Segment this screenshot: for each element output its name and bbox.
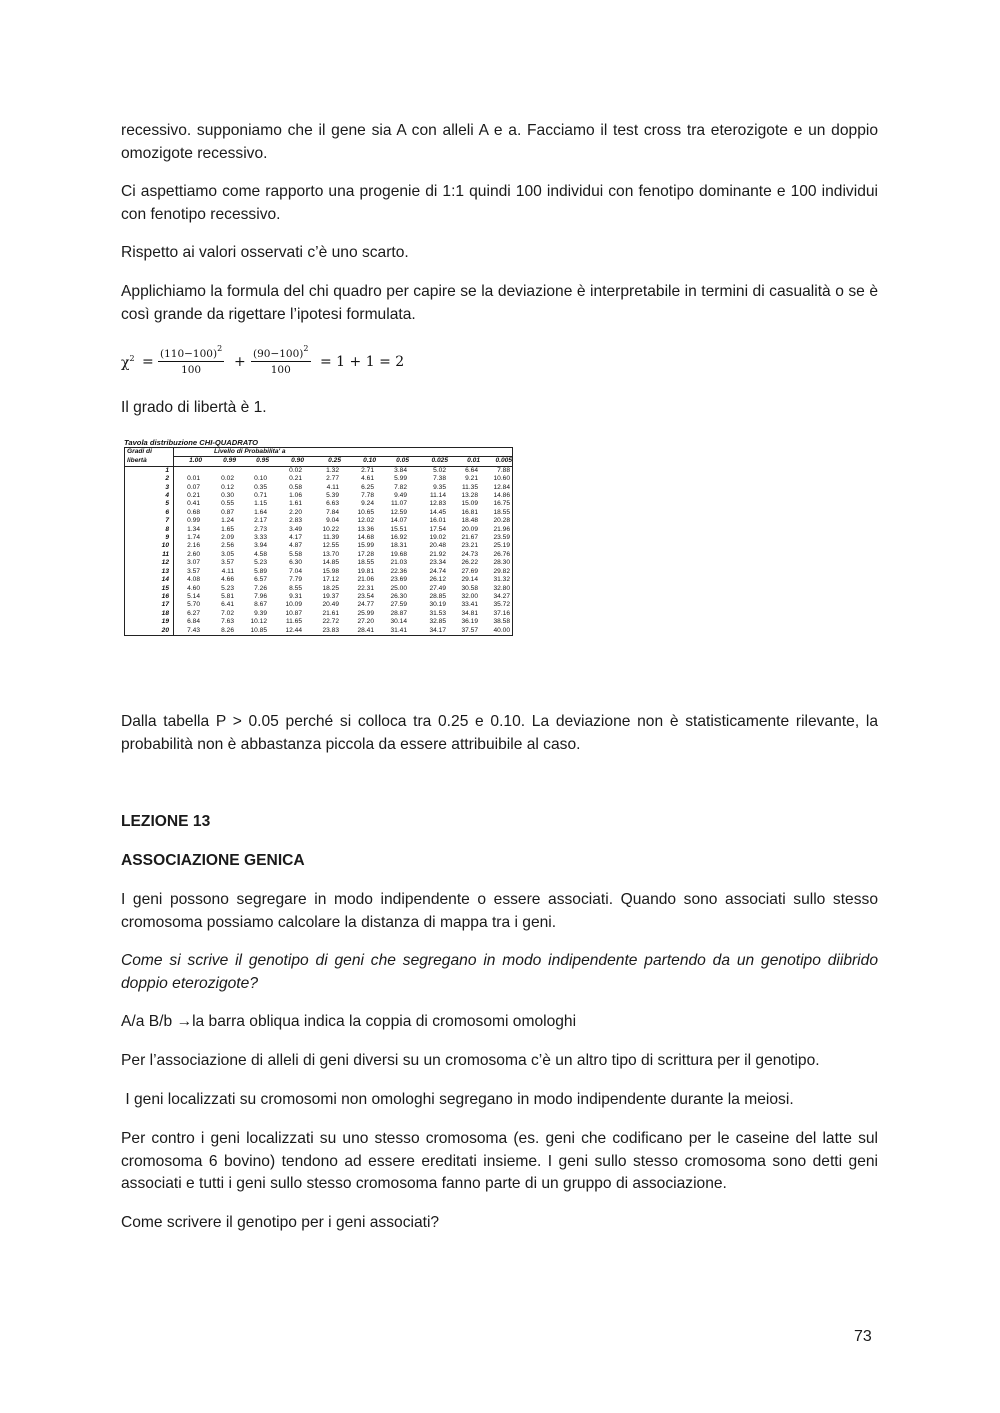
paragraph-associated-genes: I geni possono segregare in modo indipendente o essere associati. Quando sono associati sullo stesso cromosoma possiamo calcolare la distanza di mappa tra i geni. [121,891,878,931]
value-cell: 3.07 [187,559,200,567]
df-cell: 7 [125,517,174,525]
paragraph-other-notation: Per l’associazione di alleli di geni diversi su un cromosoma c’è un altro tipo di scrittura per il genotipo. [121,1052,820,1069]
value-cell: 4.08 [187,576,200,584]
paragraph-chi-square-intro: Applichiamo la formula del chi quadro per capire se la deviazione è interpretabile in termini di casualità o se è così grande da rigettare l’ipotesi formulata. [121,283,878,323]
value-cell: 0.55 [221,500,234,508]
value-cell: 29.14 [461,576,478,584]
df-cell: 2 [125,475,174,483]
column-header: 0.95 [236,457,269,466]
value-cell: 8.26 [202,627,236,636]
value-cell: 7.79 [289,576,302,584]
value-cell: 14.68 [357,534,374,542]
value-cell: 15.99 [357,542,374,550]
table-row [125,585,513,593]
value-cell: 22.36 [390,567,407,575]
value-cell: 0.02 [289,466,302,474]
value-cell: 3.84 [394,466,407,474]
value-cell: 7.96 [254,592,267,600]
value-cell: 21.67 [461,534,478,542]
value-cell: 2.56 [221,542,234,550]
value-cell: 7.02 [221,609,234,617]
value-cell: 7.04 [289,567,302,575]
paragraph-independent-segregation: I geni localizzati su cromosomi non omologhi segregano in modo indipendente durante la meiosi. [121,1091,794,1108]
table-header-row [125,457,513,466]
value-cell: 0.30 [221,492,234,500]
value-cell: 0.21 [289,475,302,483]
value-cell [174,466,203,475]
value-cell: 38.58 [480,618,513,626]
value-cell: 2.71 [361,466,374,474]
value-cell: 4.61 [361,475,374,483]
value-cell: 31.41 [376,627,409,636]
value-cell: 0.58 [289,483,302,491]
value-cell: 16.81 [461,508,478,516]
value-cell: 28.85 [429,592,446,600]
paragraph-testcross: recessivo. supponiamo che il gene sia A con alleli A e a. Facciamo il test cross tra eterozigote e un doppio omozigote recessivo. [121,122,878,162]
table-row [125,542,513,550]
value-cell: 25.00 [390,584,407,592]
value-cell: 5.23 [221,584,234,592]
column-header: 0.10 [341,457,376,466]
value-cell: 7.26 [254,584,267,592]
value-cell: 40.00 [480,627,513,636]
value-cell: 6.30 [289,559,302,567]
header-df-line2: libertà [125,457,174,466]
value-cell: 11.14 [429,492,446,500]
value-cell: 10.87 [285,609,302,617]
value-cell: 12.55 [322,542,339,550]
df-cell: 5 [125,500,174,508]
value-cell: 12.84 [480,484,513,492]
value-cell: 9.39 [254,609,267,617]
value-cell: 12.59 [390,508,407,516]
value-cell: 13.36 [357,525,374,533]
df-cell: 12 [125,559,174,567]
value-cell: 3.57 [221,559,234,567]
value-cell: 22.72 [322,618,339,626]
value-cell: 10.09 [285,601,302,609]
value-cell: 17.54 [429,525,446,533]
value-cell: 7.43 [174,627,203,636]
value-cell: 11.39 [322,534,339,542]
value-cell: 10.60 [480,475,513,483]
value-cell: 3.57 [187,567,200,575]
value-cell: 0.21 [187,492,200,500]
header-probability: Livello di Probabilita' a [174,448,513,457]
value-cell: 27.59 [390,601,407,609]
value-cell: 1.65 [221,525,234,533]
table-row [125,517,513,525]
value-cell: 27.20 [357,618,374,626]
value-cell: 5.81 [221,592,234,600]
value-cell: 26.12 [429,576,446,584]
value-cell: 20.28 [480,517,513,525]
value-cell: 26.76 [480,551,513,559]
value-cell: 25.19 [480,542,513,550]
value-cell: 31.32 [480,576,513,584]
value-cell [202,466,236,475]
paragraph-slash-notation: A/a B/b →la barra obliqua indica la coppia di cromosomi omologhi [121,1013,577,1030]
value-cell: 3.94 [254,542,267,550]
paragraph-table-conclusion: Dalla tabella P > 0.05 perché si colloca tra 0.25 e 0.10. La deviazione non è statisticamente rilevante, la probabilità non è abbastanza piccola da essere attribuibile al caso. [121,713,878,753]
value-cell: 7.88 [480,466,513,475]
value-cell: 2.83 [289,517,302,525]
value-cell: 26.22 [461,559,478,567]
value-cell [236,466,269,475]
column-header: 0.025 [409,457,448,466]
table-row [125,559,513,567]
value-cell: 11.65 [285,618,302,626]
value-cell: 2.17 [254,517,267,525]
value-cell: 6.64 [465,466,478,474]
value-cell: 0.99 [187,517,200,525]
value-cell: 26.30 [390,592,407,600]
formula-result: = 1 + 1 = 2 [320,354,405,370]
df-cell: 6 [125,509,174,517]
df-cell: 16 [125,593,174,601]
paragraph-expected-ratio: Ci aspettiamo come rapporto una progenie di 1:1 quindi 100 individui con fenotipo dominante e 100 individui con fenotipo recessivo. [121,183,878,223]
value-cell: 0.68 [187,508,200,516]
value-cell: 6.57 [254,576,267,584]
value-cell: 0.01 [187,475,200,483]
value-cell: 20.48 [429,542,446,550]
value-cell: 33.41 [461,601,478,609]
value-cell: 1.32 [326,466,339,474]
value-cell: 37.57 [448,627,480,636]
value-cell: 9.49 [394,492,407,500]
value-cell: 17.28 [357,550,374,558]
value-cell: 4.87 [289,542,302,550]
value-cell: 23.21 [461,542,478,550]
value-cell: 5.99 [394,475,407,483]
df-cell: 19 [125,618,174,626]
value-cell: 30.14 [390,618,407,626]
value-cell: 18.55 [357,559,374,567]
value-cell: 16.01 [429,517,446,525]
value-cell: 21.03 [390,559,407,567]
value-cell: 10.22 [322,525,339,533]
value-cell: 10.12 [250,618,267,626]
value-cell: 30.19 [429,601,446,609]
value-cell: 0.10 [254,475,267,483]
column-header: 0.90 [269,457,304,466]
value-cell: 32.80 [480,585,513,593]
value-cell: 19.37 [322,592,339,600]
value-cell: 6.84 [187,618,200,626]
paragraph-deviation: Rispetto ai valori osservati c’è uno scarto. [121,244,409,261]
value-cell: 28.41 [341,627,376,636]
value-cell: 9.24 [361,500,374,508]
value-cell: 9.04 [326,517,339,525]
value-cell: 7.63 [221,618,234,626]
column-header: 0.05 [376,457,409,466]
paragraph-degrees-of-freedom: Il grado di libertà è 1. [121,399,267,416]
value-cell: 3.49 [289,525,302,533]
value-cell: 0.02 [221,475,234,483]
value-cell: 27.69 [461,567,478,575]
value-cell: 16.92 [390,534,407,542]
value-cell: 3.33 [254,534,267,542]
value-cell: 31.53 [429,609,446,617]
df-cell: 17 [125,601,174,609]
df-cell: 20 [125,627,174,636]
value-cell: 19.02 [429,534,446,542]
df-cell: 9 [125,534,174,542]
table-row [125,551,513,559]
value-cell: 0.71 [254,492,267,500]
header-df-line1: Gradi di [125,448,174,457]
value-cell: 5.89 [254,567,267,575]
value-cell: 3.05 [221,550,234,558]
value-cell: 34.81 [461,609,478,617]
value-cell: 0.12 [221,483,234,491]
value-cell: 12.44 [269,627,304,636]
chi-symbol: $\chi^2$ [121,354,135,371]
value-cell: 8.55 [289,584,302,592]
value-cell: 37.16 [480,610,513,618]
value-cell: 4.66 [221,576,234,584]
value-cell: 1.74 [187,534,200,542]
value-cell: 10.65 [357,508,374,516]
fraction-2: $\frac{(90-100)^2}{100}$ [253,344,309,376]
chi-square-table [124,447,513,636]
value-cell: 4.60 [187,584,200,592]
value-cell: 0.41 [187,500,200,508]
value-cell: 7.38 [433,475,446,483]
value-cell: 2.60 [187,550,200,558]
value-cell: 5.70 [187,601,200,609]
table-row [125,500,513,508]
table-title: Tavola distribuzione CHI-QUADRATO [124,438,259,447]
df-cell: 11 [125,551,174,559]
value-cell: 1.15 [254,500,267,508]
value-cell: 0.35 [254,483,267,491]
table-header-row [125,448,513,457]
value-cell: 4.11 [221,567,234,575]
value-cell: 1.64 [254,508,267,516]
value-cell: 28.87 [390,609,407,617]
value-cell: 5.39 [326,492,339,500]
value-cell: 4.11 [326,483,339,491]
column-header: 1.00 [174,457,203,466]
value-cell: 6.25 [361,483,374,491]
df-cell: 1 [125,466,174,475]
table-row [125,492,513,500]
df-cell: 14 [125,576,174,584]
df-cell: 18 [125,610,174,618]
value-cell: 0.07 [187,483,200,491]
value-cell: 15.51 [390,525,407,533]
value-cell: 19.81 [357,567,374,575]
value-cell: 21.06 [357,576,374,584]
lesson-heading: LEZIONE 13 [121,813,211,830]
value-cell: 2.77 [326,475,339,483]
value-cell: 21.61 [322,609,339,617]
value-cell: 9.31 [289,592,302,600]
fraction-1: $\frac{(110-100)^2}{100}$ [160,344,223,376]
table-row [125,484,513,492]
value-cell: 32.85 [429,618,446,626]
paragraph-question-linked: Come scrivere il genotipo per i geni associati? [121,1214,440,1231]
value-cell: 5.02 [433,466,446,474]
value-cell: 21.92 [429,550,446,558]
table-row [125,601,513,609]
value-cell: 23.54 [357,592,374,600]
value-cell: 32.00 [461,592,478,600]
table-row [125,568,513,576]
df-cell: 3 [125,484,174,492]
column-header: 0.25 [304,457,341,466]
value-cell: 20.49 [322,601,339,609]
value-cell: 11.07 [390,500,407,508]
df-cell: 13 [125,568,174,576]
value-cell: 14.86 [480,492,513,500]
value-cell: 18.48 [461,517,478,525]
value-cell: 16.75 [480,500,513,508]
value-cell: 1.06 [289,492,302,500]
df-cell: 15 [125,585,174,593]
value-cell: 15.98 [322,567,339,575]
value-cell: 18.55 [480,509,513,517]
value-cell: 4.58 [254,550,267,558]
value-cell: 23.59 [480,534,513,542]
value-cell: 8.67 [254,601,267,609]
table-row [125,576,513,584]
value-cell: 12.02 [357,517,374,525]
value-cell: 34.17 [409,627,448,636]
formula-plus: + [234,354,246,370]
value-cell: 1.34 [187,525,200,533]
value-cell: 7.84 [326,508,339,516]
value-cell: 34.27 [480,593,513,601]
value-cell: 2.09 [221,534,234,542]
column-header: 0.005 [480,457,513,466]
value-cell: 10.85 [236,627,269,636]
table-row [125,509,513,517]
table-row [125,610,513,618]
value-cell: 21.96 [480,526,513,534]
value-cell: 7.82 [394,483,407,491]
formula-equals: = [142,354,154,370]
value-cell: 6.41 [221,601,234,609]
value-cell: 19.68 [390,550,407,558]
value-cell: 30.58 [461,584,478,592]
value-cell: 5.23 [254,559,267,567]
value-cell: 17.12 [322,576,339,584]
table-row [125,534,513,542]
column-header: 0.99 [202,457,236,466]
df-cell: 8 [125,526,174,534]
value-cell: 12.83 [429,500,446,508]
value-cell: 14.07 [390,517,407,525]
value-cell: 15.09 [461,500,478,508]
value-cell: 14.85 [322,559,339,567]
table-row [125,526,513,534]
df-cell: 4 [125,492,174,500]
value-cell: 36.19 [461,618,478,626]
value-cell: 2.20 [289,508,302,516]
value-cell: 11.35 [461,483,478,491]
value-cell: 24.73 [461,550,478,558]
value-cell: 18.25 [322,584,339,592]
value-cell: 4.17 [289,534,302,542]
paragraph-linked-genes: Per contro i geni localizzati su uno stesso cromosoma (es. geni che codificano per le caseine del latte sul cromosoma 6 bovino) tendono ad essere ereditati insieme. I geni sullo stesso cromosoma sono detti geni associati e tutti i geni sullo stesso cromosoma fanno parte di un gruppo di associazione. [121,1130,878,1192]
value-cell: 22.31 [357,584,374,592]
column-header: 0.01 [448,457,480,466]
table-row [125,466,513,475]
value-cell: 23.83 [304,627,341,636]
value-cell: 1.24 [221,517,234,525]
value-cell: 35.72 [480,601,513,609]
value-cell: 2.16 [187,542,200,550]
value-cell: 23.69 [390,576,407,584]
value-cell: 1.61 [289,500,302,508]
value-cell: 7.78 [361,492,374,500]
value-cell: 6.63 [326,500,339,508]
value-cell: 9.21 [465,475,478,483]
section-heading: ASSOCIAZIONE GENICA [121,852,305,869]
value-cell: 24.74 [429,567,446,575]
value-cell: 9.35 [433,483,446,491]
paragraph-question-genotype: Come si scrive il genotipo di geni che segregano in modo indipendente partendo da un genotipo diibrido doppio eterozigote? [121,952,878,992]
chi-square-table-figure [124,438,514,690]
value-cell: 2.73 [254,525,267,533]
value-cell: 25.99 [357,609,374,617]
value-cell: 27.49 [429,584,446,592]
table-row [125,618,513,626]
value-cell: 0.87 [221,508,234,516]
value-cell: 18.31 [390,542,407,550]
value-cell: 28.30 [480,559,513,567]
value-cell: 5.14 [187,592,200,600]
value-cell: 23.34 [429,559,446,567]
value-cell: 14.45 [429,508,446,516]
value-cell: 20.09 [461,525,478,533]
page-number: 73 [854,1328,872,1345]
value-cell: 29.82 [480,568,513,576]
value-cell: 6.27 [187,609,200,617]
table-row [125,593,513,601]
value-cell: 5.58 [289,550,302,558]
table-row [125,627,513,636]
value-cell: 13.28 [461,492,478,500]
df-cell: 10 [125,542,174,550]
table-row [125,475,513,483]
value-cell: 24.77 [357,601,374,609]
value-cell: 13.70 [322,550,339,558]
